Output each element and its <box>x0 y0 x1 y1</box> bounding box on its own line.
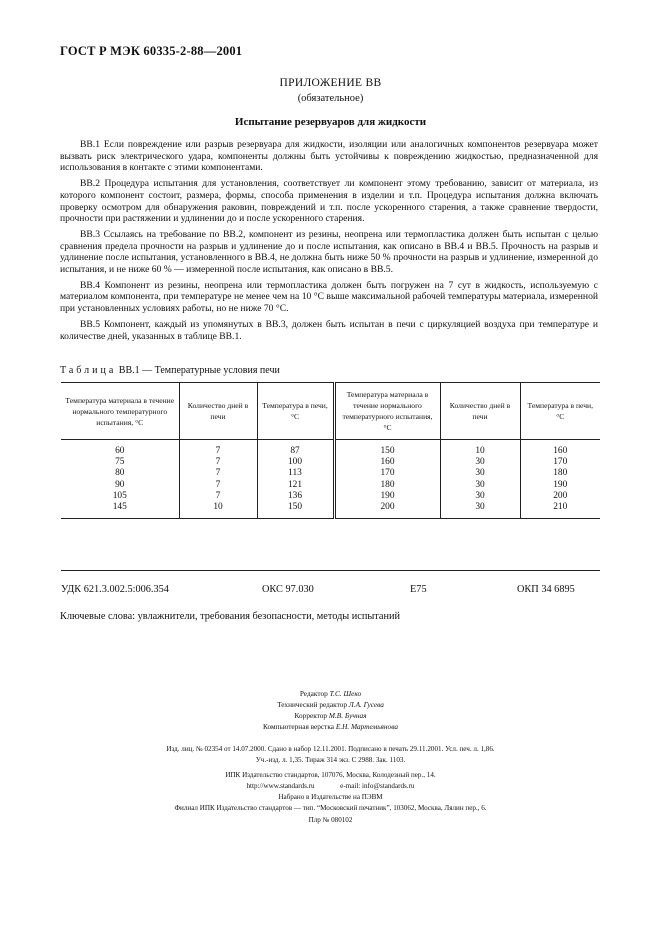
cell: 30 <box>440 457 520 468</box>
cell: 10 <box>440 446 520 457</box>
credit-line <box>0 688 661 699</box>
credit-name: Е.Н. Мартемьянова <box>335 722 398 731</box>
cell: 7 <box>179 457 257 468</box>
table-caption <box>60 365 280 376</box>
cell: 180 <box>520 468 600 479</box>
cell: 100 <box>257 457 334 468</box>
publishing-line: ИПК Издательство стандартов, 107076, Москва, Колодезный пер., 14. <box>225 770 436 779</box>
cell: 180 <box>334 480 440 491</box>
oven-temperature-table <box>61 382 600 519</box>
table-row <box>61 468 600 479</box>
credit-line <box>0 721 661 732</box>
cell: 60 <box>115 446 125 456</box>
cell: 200 <box>520 491 600 502</box>
cell: 190 <box>520 480 600 491</box>
okp-code: ОКП 34 6895 <box>517 584 575 595</box>
publishing-line: Изд. лиц. № 02354 от 14.07.2000. Сдано в набор 12.11.2001. Подписано в печать 29.11.2001. Усл. печ. л. 1,86. <box>166 745 495 753</box>
annex-body <box>60 139 598 346</box>
table-row <box>61 480 600 491</box>
credit-name: Т.С. Шеко <box>329 689 362 698</box>
cell: 136 <box>257 491 334 502</box>
cell: 30 <box>440 480 520 491</box>
annex-status: (обязательное) <box>297 93 364 104</box>
classification-code: Е75 <box>410 584 427 595</box>
credit-name: М.В. Бучная <box>328 711 367 720</box>
publishing-block <box>0 744 661 826</box>
col-header-material-temp-2: Температура материала в течение нормального температурного испытания, °С <box>334 383 440 440</box>
paragraph-bb4: ВВ.4 Компонент из резины, неопрена или термопластика должен быть погружен на 7 сут в жидкость, используемую с материалом компонента, при температуре не менее чем на 10 °С выше максимальной рабочей температуры материала, измеренной при установленных условиях работы, но не ниже 70 °С. <box>60 279 598 315</box>
col-header-oven-temp-1: Температура в печи, °С <box>257 383 334 440</box>
credit-role: Технический редактор <box>277 700 347 709</box>
cell: 7 <box>179 480 257 491</box>
annex-title: Испытание резервуаров для жидкости <box>234 116 427 128</box>
cell: 170 <box>334 468 440 479</box>
cell: 121 <box>257 480 334 491</box>
cell: 7 <box>179 446 257 457</box>
col-header-oven-temp-2: Температура в печи, °С <box>520 383 600 440</box>
paragraph-bb3: ВВ.3 Ссылаясь на требование по ВВ.2, компонент из резины, неопрена или термопластика должен быть испытан с целью сравнения предела прочности на разрыв и удлинение до и после испытания, как описано в ВВ.4 и ВВ.5. Прочность на разрыв и удлинение после испытания, установленного в ВВ.4, не должна быть ниже 50 % прочности на разрыв и удлинение, измеренной до испытания, и не ниже 60 % — измеренной после испытания, как описано в ВВ.5. <box>60 228 598 276</box>
cell: 80 <box>115 468 125 479</box>
cell: 160 <box>334 457 440 468</box>
table-row <box>61 491 600 502</box>
credit-line <box>0 710 661 721</box>
standard-id-header: ГОСТ Р МЭК 60335-2-88—2001 <box>60 44 243 58</box>
cell: 113 <box>257 468 334 479</box>
cell: 210 <box>520 502 600 519</box>
paragraph-bb2: ВВ.2 Процедура испытания для установления, соответствует ли компонент этому требованию, зависит от материала, из которого компонент состоит, размера, формы, способа применения в изделии и т.п. Процедура испытания должна включать проверку осмотром для обнаружения раковин, повреждений и т.п. после ускоренного старения, а также сравнение твердости, прочности при растяжении и удлинении до и после ускоренного старения. <box>60 178 598 225</box>
cell: 75 <box>115 457 125 468</box>
credits-block <box>0 688 661 732</box>
table-row <box>61 457 600 468</box>
cell: 150 <box>257 502 334 519</box>
publisher-email: e-mail: info@standards.ru <box>340 781 415 790</box>
cell: 90 <box>115 479 125 490</box>
credit-name: Л.А. Гусева <box>348 700 384 709</box>
cell: 160 <box>520 446 600 457</box>
table-row <box>61 502 600 519</box>
cell: 7 <box>179 491 257 502</box>
paragraph-bb1: ВВ.1 Если повреждение или разрыв резервуара для жидкости, изоляции или аналогичных компонентов резервуара может вызвать риск электрического удара, компоненты должны быть устойчивы к повреждению жидкостью, предназначенной для использования в контакте с этими компонентами. <box>60 139 598 174</box>
cell: 87 <box>257 446 334 457</box>
table-caption-prefix: Таблица <box>60 365 117 376</box>
publisher-website: http://www.standards.ru <box>246 781 315 790</box>
credit-role: Корректор <box>294 711 328 720</box>
publishing-line: Набрано в Издательстве на ПЭВМ <box>278 793 383 802</box>
publishing-contacts <box>0 781 661 792</box>
divider <box>61 570 600 571</box>
paragraph-bb5: ВВ.5 Компонент, каждый из упомянутых в ВВ.3, должен быть испытан в печи с циркуляцией воздуха при температуре и количестве дней, указанных в таблице ВВ.1. <box>60 318 598 342</box>
publishing-line: Уч.-изд. л. 1,35. Тираж 314 экз. С 2988. Зак. 1103. <box>255 756 406 765</box>
table-caption-text: ВВ.1 — Температурные условия печи <box>118 365 280 376</box>
publishing-line: Плр № 080102 <box>308 815 353 824</box>
cell: 10 <box>179 502 257 519</box>
oks-code: ОКС 97.030 <box>262 584 314 595</box>
annex-label: ПРИЛОЖЕНИЕ ВВ <box>279 77 382 89</box>
credit-line <box>0 699 661 710</box>
cell: 200 <box>334 502 440 519</box>
cell: 190 <box>334 491 440 502</box>
cell: 150 <box>334 446 440 457</box>
col-header-days-1: Количество дней в печи <box>179 383 257 440</box>
udk-code: УДК 621.3.002.5:006.354 <box>61 584 169 595</box>
table-header-row <box>61 383 600 440</box>
cell: 30 <box>440 491 520 502</box>
col-header-days-2: Количество дней в печи <box>440 383 520 440</box>
cell: 30 <box>440 502 520 519</box>
keywords: Ключевые слова: увлажнители, требования безопасности, методы испытаний <box>60 611 401 622</box>
credit-role: Редактор <box>299 689 328 698</box>
cell: 170 <box>520 457 600 468</box>
table-row <box>61 446 600 457</box>
col-header-material-temp-1: Температура материала в течение нормального температурного испытания, °С <box>61 383 179 440</box>
cell: 145 <box>112 502 127 513</box>
publishing-line: Филиал ИПК Издательство стандартов — тип. “Московский печатник”, 103062, Москва, Лялин пер., 6. <box>174 804 487 813</box>
cell: 105 <box>112 490 127 501</box>
cell: 7 <box>179 468 257 479</box>
credit-role: Компьютерная верстка <box>263 722 335 731</box>
cell: 30 <box>440 468 520 479</box>
